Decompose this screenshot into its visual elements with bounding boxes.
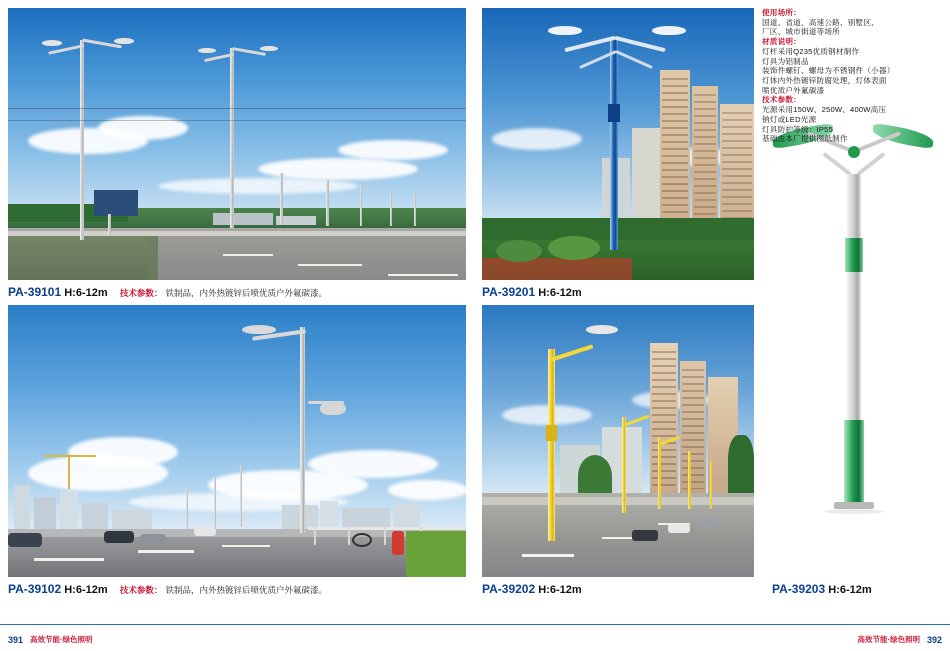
product-height: H:6-12m bbox=[64, 584, 108, 596]
product-code: PA-39101 bbox=[8, 285, 62, 299]
spec-line: 钠灯或LED光源 bbox=[762, 114, 817, 124]
product-height: H:6-12m bbox=[538, 584, 582, 596]
caption-pa-39101 bbox=[8, 285, 327, 299]
product-code: PA-39102 bbox=[8, 582, 62, 596]
spec-line: 国道、省道、高速公路、别墅区、 bbox=[762, 17, 879, 27]
caption-pa-39203 bbox=[772, 582, 872, 596]
product-height: H:6-12m bbox=[64, 287, 108, 299]
photo-pa-39202 bbox=[482, 305, 754, 577]
spec-line: 灯具为铝制品 bbox=[762, 56, 809, 66]
page-number-right: 392 bbox=[926, 635, 942, 645]
caption-pa-39201 bbox=[482, 285, 582, 299]
caption-pa-39202 bbox=[482, 582, 582, 596]
photo-pa-39203 bbox=[762, 110, 948, 576]
spec-line: 灯体内外热镀锌防腐处理，灯体表面 bbox=[762, 76, 887, 86]
photo-pa-39201 bbox=[482, 8, 754, 280]
page-number-left: 391 bbox=[8, 635, 24, 645]
tech-label: 技术参数： bbox=[119, 585, 163, 595]
spec-line: 基础由本厂提供图纸制作 bbox=[762, 134, 848, 144]
specifications-block bbox=[762, 8, 946, 144]
footer-text-left: 高效节能·绿色照明 bbox=[30, 635, 93, 644]
spec-group-title: 材质说明： bbox=[762, 37, 801, 47]
footer-divider bbox=[0, 624, 950, 625]
caption-pa-39102 bbox=[8, 582, 327, 596]
product-height: H:6-12m bbox=[828, 584, 872, 596]
spec-group-title: 使用场所： bbox=[762, 8, 801, 17]
product-code: PA-39202 bbox=[482, 582, 536, 596]
spec-group-title: 技术参数： bbox=[762, 95, 801, 105]
spec-line: 厂区、城市街道等场所 bbox=[762, 27, 840, 37]
photo-pa-39101 bbox=[8, 8, 466, 280]
spec-line: 喷优质户外氟碳漆 bbox=[762, 85, 825, 95]
spec-line: 装饰件螺钉、螺母为不锈钢件（小器） bbox=[762, 66, 895, 76]
tech-label: 技术参数： bbox=[119, 288, 163, 298]
spec-line: 光源采用150W、250W、400W高压 bbox=[762, 105, 887, 115]
footer-text-right: 高效节能·绿色照明 bbox=[857, 635, 920, 644]
spec-line: 灯具防护等级：IP55 bbox=[762, 124, 833, 134]
spec-line: 灯杆采用Q235优质钢材制作 bbox=[762, 46, 860, 56]
product-code: PA-39203 bbox=[772, 582, 826, 596]
product-code: PA-39201 bbox=[482, 285, 536, 299]
tech-note: 铁制品，内外热镀锌后喷优质户外氟碳漆。 bbox=[165, 288, 327, 298]
photo-pa-39102 bbox=[8, 305, 466, 577]
product-height: H:6-12m bbox=[538, 287, 582, 299]
tech-note: 铁制品，内外热镀锌后喷优质户外氟碳漆。 bbox=[165, 585, 327, 595]
